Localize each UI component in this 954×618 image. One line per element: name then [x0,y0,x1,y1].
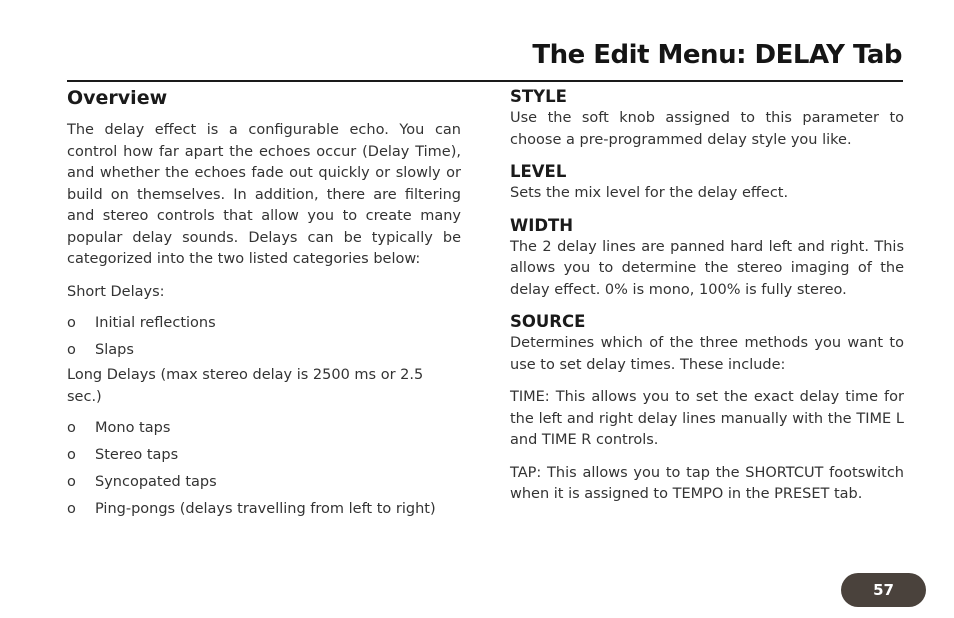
width-text: The 2 delay lines are panned hard left and right. This allows you to determine the stereo imaging of the delay effect. 0% is mono, 100% is fully stereo. [510,238,904,298]
source-tap-text: TAP: This allows you to tap the SHORTCUT footswitch when it is assigned to TEMPO in the PRESET tab. [510,464,904,502]
level-text: Sets the mix level for the delay effect. [510,185,789,201]
source-section [510,311,904,506]
page-number-badge: 57 [841,573,926,607]
style-text: Use the soft knob assigned to this parameter to choose a pre-programmed delay style you like. [510,110,904,148]
list-item-text: Slaps [95,342,134,358]
list-item [67,445,461,467]
bullet-marker: o [67,315,76,331]
list-item [67,472,461,494]
style-heading: STYLE [510,87,567,106]
level-heading: LEVEL [510,162,567,181]
long-delays-label: Long Delays (max stereo delay is 2500 ms or 2.5 sec.) [67,367,424,405]
bullet-marker: o [67,420,76,436]
list-item [67,313,461,335]
bullet-marker: o [67,342,76,358]
bullet-marker: o [67,501,76,517]
source-time-text: TIME: This allows you to set the exact delay time for the left and right delay lines manually with the TIME L and TIME R controls. [510,389,904,448]
overview-heading: Overview [67,87,168,109]
short-delays-label: Short Delays: [67,283,165,300]
page-title: The Edit Menu: DELAY Tab [532,40,902,70]
source-heading: SOURCE [510,312,586,331]
short-delays-list [67,313,461,362]
level-section [510,161,904,205]
right-column [510,86,904,516]
list-item-text: Mono taps [95,420,171,436]
list-item [67,340,461,362]
bullet-marker: o [67,474,76,490]
list-item [67,499,461,521]
overview-intro: The delay effect is a configurable echo. You can control how far apart the echoes occur (Delay Time), and whether the echoes fade out quickly or slowly or build on themselves. In addition, there are filtering and stereo controls that allow you to create many popular delay sounds. Delays can be typically be categorized into the two listed categories below: [67,122,461,267]
width-heading: WIDTH [510,215,574,235]
list-item [67,418,461,440]
long-delays-list [67,418,461,521]
list-item-text: Ping-pongs (delays travelling from left to right) [95,501,436,517]
title-divider [67,80,903,82]
width-section [510,215,904,302]
list-item-text: Syncopated taps [95,474,217,490]
style-section [510,86,904,151]
list-item-text: Initial reflections [95,315,216,331]
bullet-marker: o [67,447,76,463]
list-item-text: Stereo taps [95,447,179,463]
left-column [67,86,461,526]
source-text: Determines which of the three methods you want to use to set delay times. These include: [510,335,904,373]
